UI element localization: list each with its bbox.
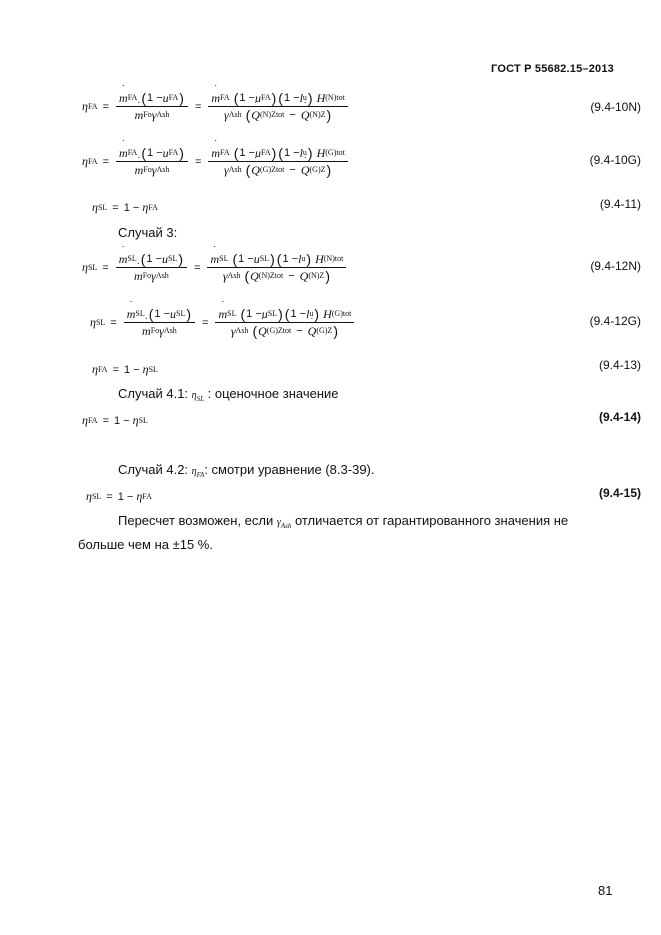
equation-number: (9.4-11)	[599, 197, 641, 211]
equation-9-4-15: η SL = 1 − η FA	[86, 489, 152, 503]
equation-9-4-11: η SL = 1 − η FA	[92, 200, 158, 214]
equation-9-4-13: η FA = 1 − η SL	[92, 362, 158, 376]
case-3-label: Случай 3:	[118, 225, 178, 240]
recalculation-text-line-1: Пересчет возможен, если $\gamma_{Ash}$ отличается от гарантированного значения не	[118, 513, 569, 530]
page-number: 81	[598, 883, 613, 898]
equation-9-4-12n: η SL = ˙ m SL ( 1 − u SL ) ˙ m Fo γ Ash = ˙ m SL ( 1 − u SL ) ( 1 − l u ) H (N)tot γ Ash ( Q (N)Ztot − Q (N)Z )	[82, 251, 348, 284]
document-code: ГОСТ Р 55682.15–2013	[491, 63, 614, 75]
equation-number: (9.4-12N)	[590, 259, 641, 273]
equation-number: (9.4-12G)	[589, 314, 641, 328]
equation-9-4-10n: η FA = ˙ m FA ( 1 − u FA ) ˙ m Fo γ Ash = ˙ m FA ( 1 − u FA ) ( 1 − l u ) H (N)tot γ Ash ( ˙ Q (N)Ztot − ˙ Q (N)Z )	[82, 90, 350, 123]
case-4-1-text: Случай 4.1: $\eta_{SL}$ : оценочное значение	[118, 386, 339, 403]
equation-number: (9.4-15)	[598, 486, 641, 500]
equation-number: (9.4-10G)	[589, 153, 641, 167]
equation-9-4-14: η FA = 1 − η SL	[82, 413, 148, 427]
case-4-2-text: Случай 4.2: $\eta_{FA}$: смотри уравнение (8.3-39).	[118, 462, 375, 479]
equation-number: (9.4-10N)	[590, 100, 641, 114]
equation-number: (9.4-14)	[598, 410, 641, 424]
equation-number: (9.4-13)	[598, 358, 641, 372]
equation-9-4-12g: η SL = ˙ m SL ( 1 − u SL ) ˙ m Fo γ Ash = ˙ m SL ( 1 − u SL ) ( 1 − l u ) H (G)tot γ Ash ( ˙ Q (G)Ztot − ˙ Q (G)Z )	[90, 306, 356, 339]
equation-9-4-10g: η FA = ˙ m FA ( 1 − u FA ) ˙ m Fo γ Ash = ˙ m FA ( 1 − u FA ) ( 1 − l u ) H (G)tot γ Ash ( ˙ Q (G)Ztot − ˙ Q (G)Z )	[82, 145, 350, 178]
recalculation-text-line-2: больше чем на ±15 %.	[78, 537, 213, 552]
